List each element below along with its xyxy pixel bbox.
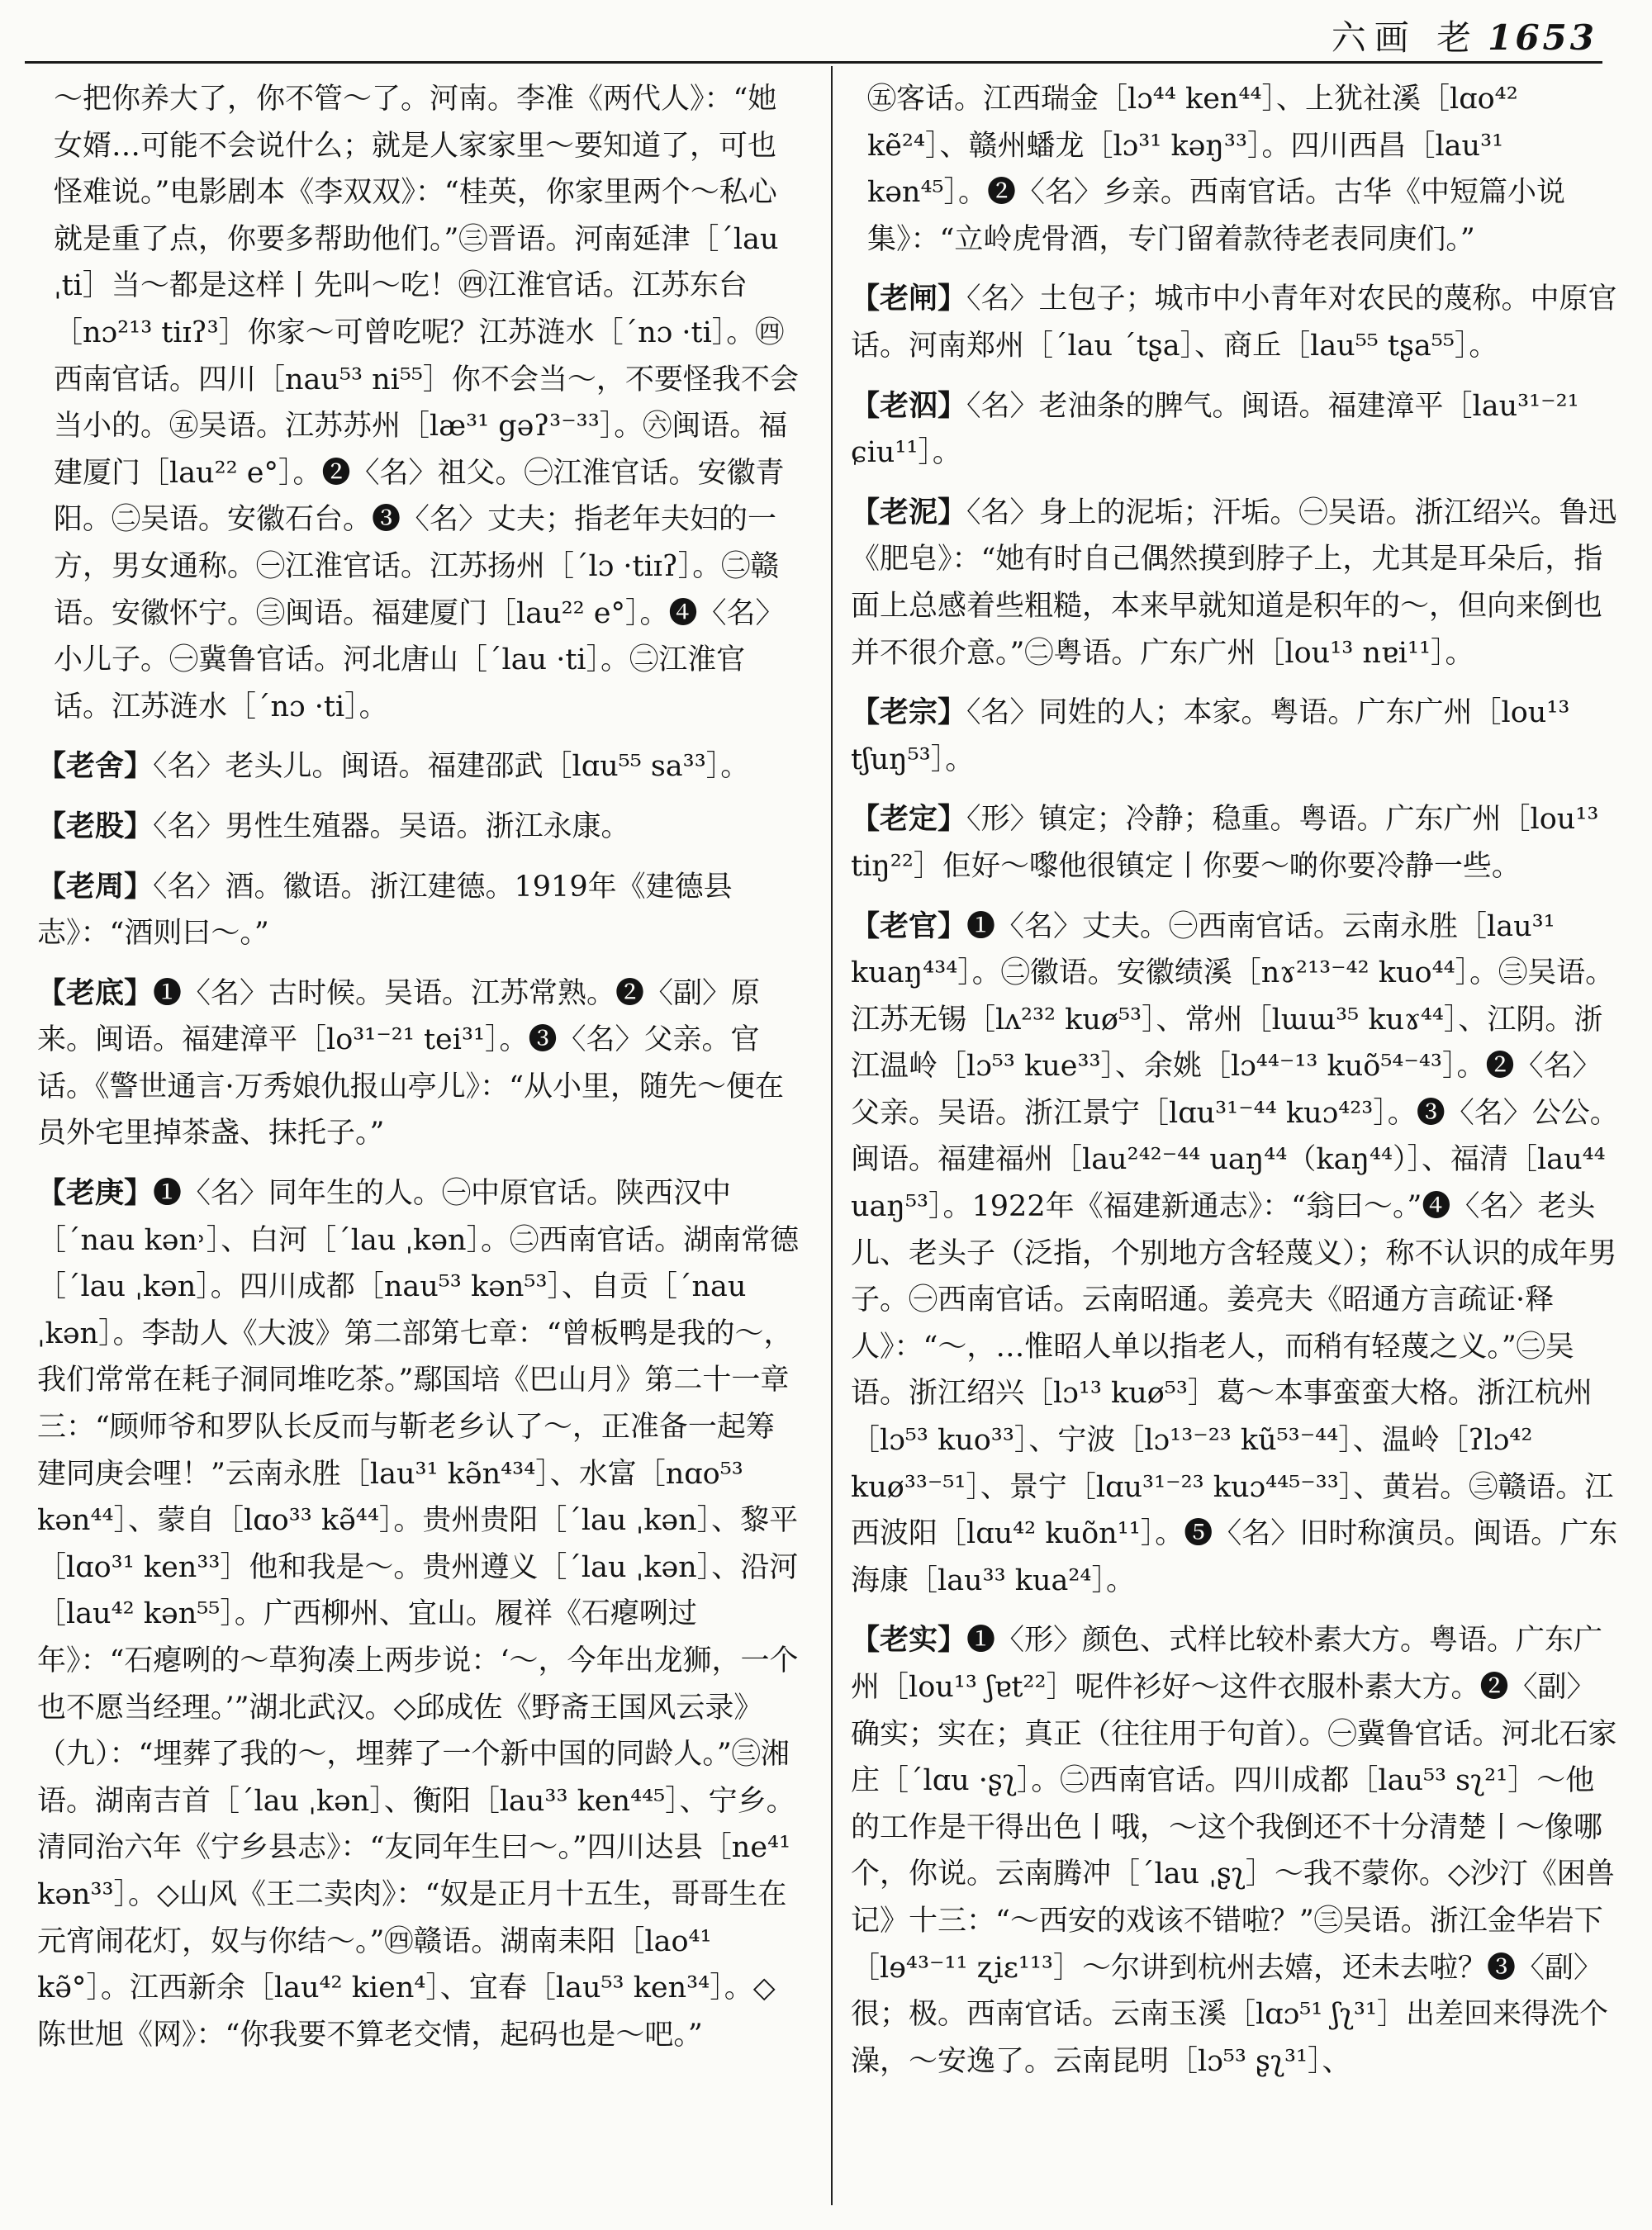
entry-text: 〈名〉老油条的脾气。闽语。福建漳平［lau³¹⁻²¹ ɕiu¹¹］。 <box>851 389 1579 470</box>
dictionary-entry <box>37 743 801 790</box>
entry-headword: 【老股】 <box>37 809 154 843</box>
running-head <box>1332 17 1597 59</box>
entry-text: ❶〈形〉颜色、式样比较朴素大方。粤语。广东广州［lou¹³ ʃɐt²²］呢件衫好～这件衣服朴素大方。❷〈副〉确实；实在；真正（往往用于句首）。㊀冀鲁官话。河北石家庄［ˊlɑu ·ʂʅ］。㊁西南官话。四川成都［lau⁵³ sʅ²¹］～他的工作是干得出色丨哦，～这个我倒还不十分清楚丨～像哪个，你说。云南腾冲［ˊlau ˌʂʅ］～我不蒙你。◇沙汀《困兽记》十三：“～西安的戏该不错啦？”㊂吴语。浙江金华岩下［lɘ⁴³⁻¹¹ ʐiɛ¹¹³］～尔讲到杭州去嬉，还未去啦？❸〈副〉很；极。西南官话。云南玉溪［lɑɔ⁵¹ ʃʅ³¹］出差回来得洗个澡，～安逸了。云南昆明［lɔ⁵³ ʂʅ³¹］、 <box>851 1624 1617 2078</box>
entry-text: ❶〈名〉丈夫。㊀西南官话。云南永胜［lau³¹ kuaŋ⁴³⁴］。㊁徽语。安徽绩溪［nɤ²¹³⁻⁴² kuo⁴⁴］。㊂吴语。江苏无锡［lʌ²³² kuø⁵³］、常州［lɯɯ³⁵ kuɤ⁴⁴］、江阴。浙江温岭［lɔ⁵³ kue³³］、余姚［lɔ⁴⁴⁻¹³ kuõ⁵⁴⁻⁴³］。❷〈名〉父亲。吴语。浙江景宁［lɑu³¹⁻⁴⁴ kuɔ⁴²³］。❸〈名〉公公。闽语。福建福州［lau²⁴²⁻⁴⁴ uaŋ⁴⁴（kaŋ⁴⁴）］、福清［lau⁴⁴ uaŋ⁵³］。1922年《福建新通志》：“翁曰～。”❹〈名〉老头儿、老头子（泛指，个别地方含轻蔑义）；称不认识的成年男子。㊀西南官话。云南昭通。姜亮夫《昭通方言疏证·释人》：“～，…惟昭人单以指老人，而稍有轻蔑之义。”㊁吴语。浙江绍兴［lɔ¹³ kuø⁵³］葛～本事蛮蛮大格。浙江杭州［lɔ⁵³ kuo³³］、宁波［lɔ¹³⁻²³ kũ⁵³⁻⁴⁴］、温岭［ʔlɔ⁴² kuø³³⁻⁵¹］、景宁［lɑu³¹⁻²³ kuɔ⁴⁴⁵⁻³³］、黄岩。㊂赣语。江西波阳［lɑu⁴² kuõn¹¹］。❺〈名〉旧时称演员。闽语。广东海康［lau³³ kua²⁴］。 <box>851 909 1619 1597</box>
entry-headword: 【老定】 <box>851 802 967 837</box>
entry-text: 〈名〉酒。徽语。浙江建德。1919年《建德县志》：“酒则曰～。” <box>37 870 733 951</box>
entry-headword: 【老宗】 <box>851 695 967 730</box>
entry-text: 〈名〉同姓的人；本家。粤语。广东广州［lou¹³ tʃuŋ⁵³］。 <box>851 696 1570 776</box>
entry-text: ～把你养大了，你不管～了。河南。李准《两代人》：“她女婿…可能不会说什么；就是人家家里～要知道了，可也怪难说。”电影剧本《李双双》：“桂英，你家里两个～私心就是重了点，你要多帮助他们。”㊂晋语。河南延津［ˊlau ˌti］当～都是这样丨先叫～吃！㊃江淮官话。江苏东台［nɔ²¹³ tiɪʔ³］你家～可曾吃呢？江苏涟水［ˊnɔ ·ti］。㊃西南官话。四川［nau⁵³ ni⁵⁵］你不会当～，不要怪我不会当小的。㊄吴语。江苏苏州［læ³¹ gəʔ³⁻³³］。㊅闽语。福建厦门［lau²² e°］。❷〈名〉祖父。㊀江淮官话。安徽青阳。㊁吴语。安徽石台。❸〈名〉丈夫；指老年夫妇的一方，男女通称。㊀江淮官话。江苏扬州［ˊlɔ ·tiɪʔ］。㊁赣语。安徽怀宁。㊂闽语。福建厦门［lau²² e°］。❹〈名〉小儿子。㊀冀鲁官话。河北唐山［ˊlau ·ti］。㊁江淮官话。江苏涟水［ˊnɔ ·ti］。 <box>54 83 799 724</box>
entry-continuation <box>37 76 801 730</box>
entry-text: ❶〈名〉同年生的人。㊀中原官话。陕西汉中［ˊnau kən˒］、白河［ˊlau ˌkən］。㊁西南官话。湖南常德［ˊlau ˌkən］。四川成都［nau⁵³ kən⁵³］、自贡［ˊnau ˌkən］。李劼人《大波》第二部第七章：“曾板鸭是我的～，我们常常在耗子洞同堆吃茶。”鄢国培《巴山月》第二十一章三：“顾师爷和罗队长反而与靳老乡认了～，正准备一起筹建同庚会哩！”云南永胜［lau³¹ kə̃n⁴³⁴］、水富［nɑo⁵³ kən⁴⁴］、蒙自［lɑo³³ kə̃⁴⁴］。贵州贵阳［ˊlau ˌkən］、黎平［lɑo³¹ ken³³］他和我是～。贵州遵义［ˊlau ˌkən］、沿河［lau⁴² kən⁵⁵］。广西柳州、宜山。履祥《石瘪咧过年》：“石瘪咧的～草狗凑上两步说：‘～，今年出龙狮，一个也不愿当经理。’”湖北武汉。◇邱成佐《野斋王国风云录》（九）：“埋葬了我的～，埋葬了一个新中国的同龄人。”㊂湘语。湖南吉首［ˊlau ˌkən］、衡阳［lau³³ ken⁴⁴⁵］、宁乡。清同治六年《宁乡县志》：“友同年生曰～。”四川达县［ne⁴¹ kən³³］。◇山风《王二卖肉》：“奴是正月十五生，哥哥生在元宵闹花灯，奴与你结～。”㊃赣语。湖南耒阳［lao⁴¹ kə̃°］。江西新余［lau⁴² kien⁴］、宜春［lau⁵³ ken³⁴］。◇陈世旭《网》：“你我要不算老交情，起码也是～吧。” <box>37 1177 800 2052</box>
entry-text: ㊄客话。江西瑞金［lɔ⁴⁴ ken⁴⁴］、上犹社溪［lɑo⁴² kẽ²⁴］、赣州蟠龙［lɔ³¹ kəŋ³³］。四川西昌［lau³¹ kən⁴⁵］。❷〈名〉乡亲。西南官话。古华《中短篇小说集》：“立岭虎骨酒，专门留着款待老表同庚们。” <box>867 83 1566 256</box>
entry-headword: 【老庚】 <box>37 1176 154 1211</box>
left-column <box>37 76 801 2220</box>
entry-headword: 【老官】 <box>851 909 967 943</box>
dictionary-entry <box>37 1170 801 2058</box>
entry-headword: 【老舍】 <box>37 749 154 784</box>
page-number: 1653 <box>1488 17 1597 58</box>
column-divider <box>831 66 833 2205</box>
dictionary-entry <box>37 864 801 957</box>
dictionary-entry <box>851 383 1623 477</box>
entry-headword: 【老实】 <box>851 1623 967 1658</box>
entry-headword: 【老底】 <box>37 975 154 1010</box>
entry-headword: 【老周】 <box>37 869 154 904</box>
entry-text: ❶〈名〉古时候。吴语。江苏常熟。❷〈副〉原来。闽语。福建漳平［lo³¹⁻²¹ tei³¹］。❸〈名〉父亲。官话。《警世通言·万秀娘仇报山亭儿》：“从小里，随先～便在员外宅里掉茶盏、抹托子。” <box>37 976 785 1151</box>
dictionary-entry <box>37 804 801 851</box>
dictionary-entry <box>851 1617 1623 2085</box>
entry-text: 〈名〉老头儿。闽语。福建邵武［lɑu⁵⁵ sa³³］。 <box>153 750 750 784</box>
dictionary-entry <box>851 904 1623 1605</box>
entry-headword: 【老闸】 <box>851 282 967 316</box>
running-head-text: 六画 老 <box>1331 17 1480 58</box>
dictionary-entry <box>37 970 801 1157</box>
dictionary-entry <box>851 490 1623 676</box>
entry-text: 〈名〉身上的泥垢；汗垢。㊀吴语。浙江绍兴。鲁迅《肥皂》：“她有时自己偶然摸到脖子上，尤其是耳朵后，指面上总感着些粗糙，本来早就知道是积年的～，但向来倒也并不很介意。”㊁粤语。广东广州［lou¹³ nɐi¹¹］。 <box>851 496 1617 670</box>
dictionary-entry <box>851 690 1623 783</box>
page-header <box>25 12 1602 64</box>
entry-headword: 【老泅】 <box>851 388 967 423</box>
entry-text: 〈名〉男性生殖器。吴语。浙江永康。 <box>153 809 630 843</box>
dictionary-entry <box>851 796 1623 890</box>
entry-continuation <box>851 76 1623 263</box>
right-column <box>851 76 1623 2220</box>
dictionary-entry <box>851 276 1623 369</box>
entry-headword: 【老泥】 <box>851 495 967 529</box>
entry-text: 〈名〉土包子；城市中小青年对农民的蔑称。中原官话。河南郑州［ˊlau ˊtʂa］、商丘［lau⁵⁵ tʂa⁵⁵］。 <box>851 282 1617 363</box>
entry-text: 〈形〉镇定；冷静；稳重。粤语。广东广州［lou¹³ tiŋ²²］佢好～嚟他很镇定丨你要～啲你要冷静一些。 <box>851 803 1599 883</box>
